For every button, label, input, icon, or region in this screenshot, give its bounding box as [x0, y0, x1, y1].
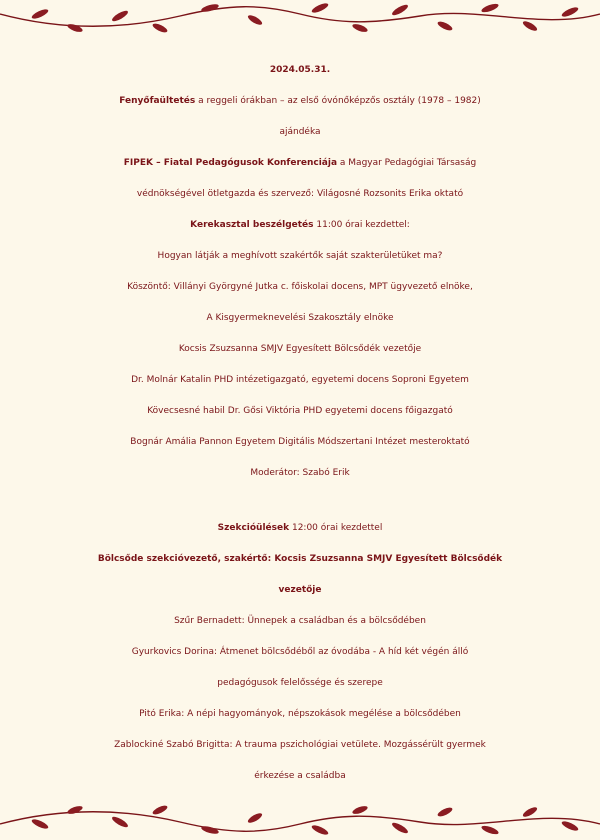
event-date: 2024.05.31.	[269, 65, 331, 75]
item-sections: Szekcióülések 12:00 órai kezdettel	[217, 523, 383, 533]
moderator-line: Moderátor: Szabó Erik	[250, 468, 350, 478]
item-roundtable: Kerekasztal beszélgetés 11:00 órai kezdettel:	[190, 220, 410, 230]
speaker-line: Kocsis Zsuzsanna SMJV Egyesített Bölcsődék vezetője	[178, 344, 422, 354]
talk-line: Zablockiné Szabó Brigitta: A trauma pszichológiai vetülete. Mozgássérült gyermek	[114, 740, 486, 750]
section-leader-cont: vezetője	[278, 585, 322, 595]
speaker-line: A Kisgyermeknevelési Szakosztály elnöke	[206, 313, 394, 323]
talk-line: Szűr Bernadett: Ünnepek a családban és a bölcsődében	[174, 616, 426, 626]
talk-line: érkezése a családba	[254, 771, 346, 781]
speaker-line: Dr. Molnár Katalin PHD intézetigazgató, egyetemi docens Soproni Egyetem	[131, 375, 469, 385]
talk-line: pedagógusok felelőssége és szerepe	[217, 678, 383, 688]
talk-line: Gyurkovics Dorina: Átmenet bölcsődéből az óvodába - A híd két végén álló	[131, 647, 469, 657]
speaker-line: Köszöntő: Villányi Györgyné Jutka c. főiskolai docens, MPT ügyvezető elnöke,	[127, 282, 473, 292]
speaker-line: Bognár Amália Pannon Egyetem Digitális Módszertani Intézet mesteroktató	[130, 437, 470, 447]
item-fipek: FIPEK – Fiatal Pedagógusok Konferenciája a Magyar Pedagógiai Társaság	[123, 158, 477, 168]
speaker-line: Kövecsesné habil Dr. Gősi Viktória PHD egyetemi docens főigazgató	[147, 406, 453, 416]
section-leader: Bölcsőde szekcióvezető, szakértő: Kocsis Zsuzsanna SMJV Egyesített Bölcsődék	[97, 554, 503, 564]
item-fipek-cont: védnökségével ötletgazda és szervező: Világosné Rozsonits Erika oktató	[136, 189, 464, 199]
vine-ornament-top	[0, 0, 600, 40]
program-text	[0, 55, 600, 792]
roundtable-question: Hogyan látják a meghívott szakértők saját szakterületüket ma?	[157, 251, 443, 261]
item-tree-planting: Fenyőfaültetés a reggeli órákban – az első óvónőképzős osztály (1978 – 1982)	[119, 96, 481, 106]
item-tree-planting-cont: ajándéka	[279, 127, 321, 137]
vine-ornament-bottom	[0, 800, 600, 840]
talk-line: Pitó Erika: A népi hagyományok, népszokások megélése a bölcsődében	[139, 709, 461, 719]
